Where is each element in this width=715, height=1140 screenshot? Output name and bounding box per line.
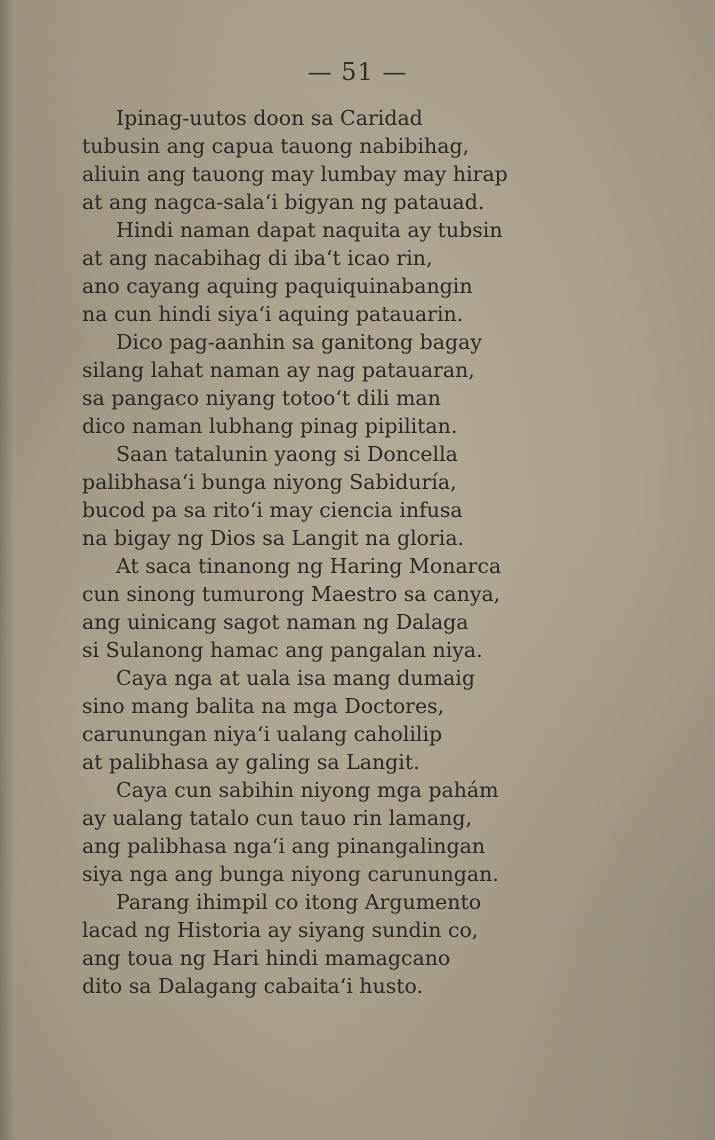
verse-line: at ang nacabihag di iba‘t icao rin, [82,246,433,270]
verse-line: dico naman lubhang pinag pipilitan. [82,414,458,438]
verse-line: na bigay ng Dios sa Langit na gloria. [82,526,465,550]
verse-line: dito sa Dalagang cabaita‘i husto. [82,974,423,998]
verse-line: at ang nagca-sala‘i bigyan ng patauad. [82,190,485,214]
verse-line: sa pangaco niyang totoo‘t dili man [82,386,441,410]
verse-line: sino mang balita na mga Doctores, [82,694,445,718]
verse-line: Hindi naman dapat naquita ay tubsin [116,218,503,242]
verse-line: tubusin ang capua tauong nabibihag, [82,134,470,158]
verse-line: siya nga ang bunga niyong carunungan. [82,862,499,886]
verse-line: ang uinicang sagot naman ng Dalaga [82,610,469,634]
verse-line: aliuin ang tauong may lumbay may hirap [82,162,508,186]
verse-line: at palibhasa ay galing sa Langit. [82,750,420,774]
verse-line: palibhasa‘i bunga niyong Sabiduría, [82,470,457,494]
poem-text [82,104,682,1000]
page-number: — 51 — [307,58,408,86]
verse-line: ang palibhasa nga‘i ang pinangalingan [82,834,486,858]
verse-line: carunungan niya‘i ualang caholilip [82,722,443,746]
verse-line: ay ualang tatalo cun tauo rin lamang, [82,806,472,830]
verse-line: bucod pa sa rito‘i may ciencia infusa [82,498,463,522]
verse-line: lacad ng Historia ay siyang sundin co, [82,918,479,942]
verse-line: Saan tatalunin yaong si Doncella [116,442,458,466]
verse-line: si Sulanong hamac ang pangalan niya. [82,638,483,662]
verse-line: ano cayang aquing paquiquinabangin [82,274,473,298]
verse-line: Parang ihimpil co itong Argumento [116,890,482,914]
verse-line: At saca tinanong ng Haring Monarca [116,554,502,578]
verse-line: ang toua ng Hari hindi mamagcano [82,946,451,970]
page-edge-shadow [0,0,14,1140]
verse-line: Caya nga at uala isa mang dumaig [116,666,475,690]
verse-line: silang lahat naman ay nag patauaran, [82,358,475,382]
verse-line: na cun hindi siya‘i aquing patauarin. [82,302,464,326]
verse-line: Caya cun sabihin niyong mga pahám [116,778,499,802]
verse-line: Ipinag-uutos doon sa Caridad [116,106,423,130]
verse-line: cun sinong tumurong Maestro sa canya, [82,582,501,606]
verse-line: Dico pag-aanhin sa ganitong bagay [116,330,482,354]
